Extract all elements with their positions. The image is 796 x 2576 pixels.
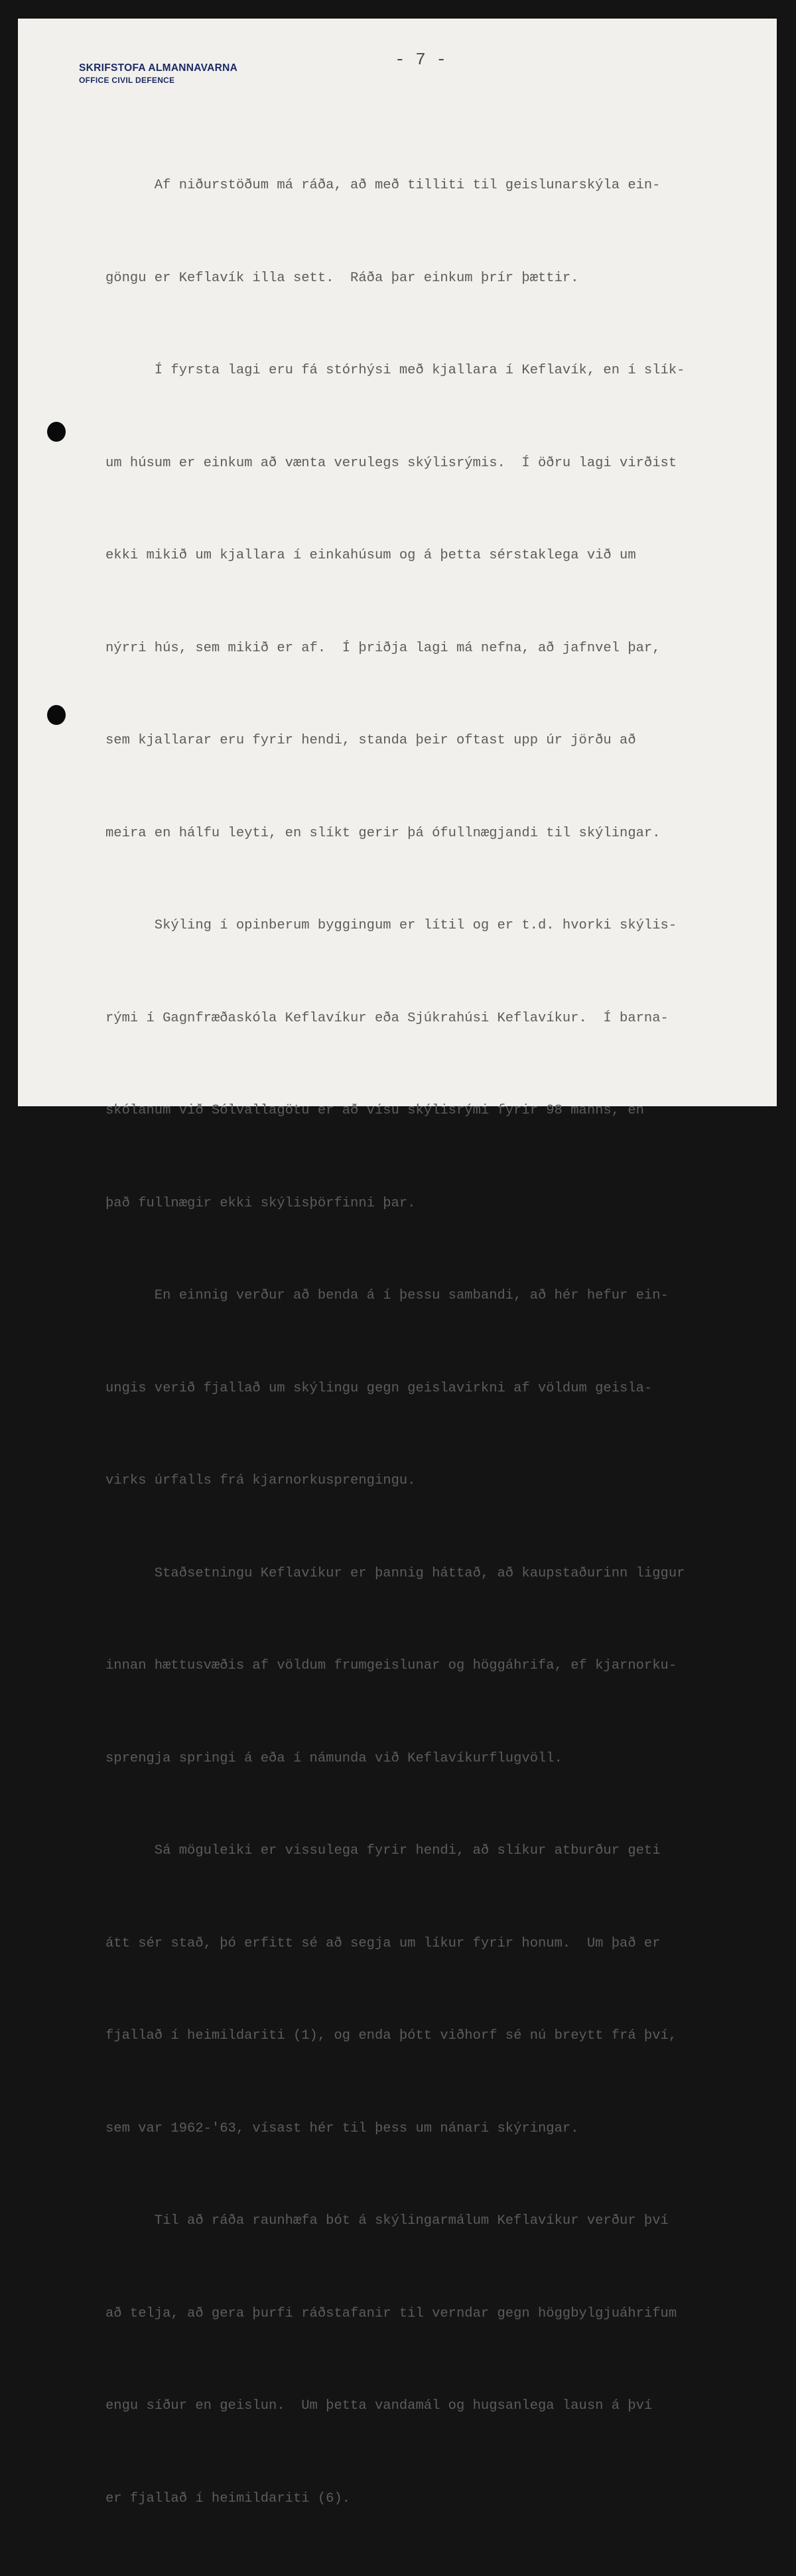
document-page bbox=[18, 19, 777, 2506]
text-line: virks úrfalls frá kjarnorkusprengingu. bbox=[105, 1473, 416, 1488]
text-line: Í fyrsta lagi eru fá stórhýsi með kjallara í Keflavík, en í slík- bbox=[105, 363, 685, 378]
text-line: Til að ráða raunhæfa bót á skýlingarmálum Keflavíkur verður því bbox=[105, 2213, 669, 2228]
text-line: nýrri hús, sem mikið er af. Í þriðja lagi má nefna, að jafnvel þar, bbox=[105, 640, 661, 656]
punch-hole bbox=[47, 705, 66, 725]
text-line: það fullnægir ekki skýlisþörfinni þar. bbox=[105, 1195, 416, 1211]
text-line: Staðsetningu Keflavíkur er þannig háttað, að kaupstaðurinn liggur bbox=[105, 1565, 685, 1581]
text-line: engu síður en geislun. Um þetta vandamál og hugsanlega lausn á því bbox=[105, 2398, 653, 2414]
text-line: sem kjallarar eru fyrir hendi, standa þeir oftast upp úr jörðu að bbox=[105, 733, 636, 748]
text-line: En einnig verður að benda á í þessu sambandi, að hér hefur ein- bbox=[105, 1288, 669, 1303]
text-line: sprengja springi á eða í námunda við Keflavíkurflugvöll. bbox=[105, 1750, 563, 1766]
text-line: fjallað í heimildariti (1), og enda þótt viðhorf sé nú breytt frá því, bbox=[105, 2028, 677, 2043]
page-number: - 7 - bbox=[395, 50, 447, 70]
text-line: Skýling í opinberum byggingum er lítil og er t.d. hvorki skýlis- bbox=[105, 918, 677, 933]
text-line: ekki mikið um kjallara í einkahúsum og á þetta sérstaklega við um bbox=[105, 548, 636, 563]
text-line: Sá möguleiki er vissulega fyrir hendi, að slíkur atburður geti bbox=[105, 1843, 661, 1858]
text-line: sem var 1962-'63, vísast hér til þess um nánari skýringar. bbox=[105, 2120, 579, 2136]
letterhead bbox=[79, 63, 237, 84]
letterhead-title-icelandic: SKRIFSTOFA ALMANNAVARNA bbox=[79, 62, 238, 74]
body-text bbox=[105, 109, 775, 2576]
text-line: rými í Gagnfræðaskóla Keflavíkur eða Sjúkrahúsi Keflavíkur. Í barna- bbox=[105, 1010, 669, 1026]
text-line: skólanum við Sólvallagötu er að vísu skýlisrými fyrir 98 manns, en bbox=[105, 1103, 644, 1118]
punch-hole bbox=[47, 422, 66, 442]
text-line: innan hættusvæðis af völdum frumgeislunar og höggáhrifa, ef kjarnorku- bbox=[105, 1658, 677, 1673]
text-line: er fjallað í heimildariti (6). bbox=[105, 2490, 351, 2506]
text-line: göngu er Keflavík illa sett. Ráða þar einkum þrír þættir. bbox=[105, 270, 579, 286]
letterhead-title-english: OFFICE CIVIL DEFENCE bbox=[79, 75, 175, 85]
text-line: ungis verið fjallað um skýlingu gegn geislavirkni af völdum geisla- bbox=[105, 1380, 653, 1396]
text-line: um húsum er einkum að vænta verulegs skýlisrýmis. Í öðru lagi virðist bbox=[105, 455, 677, 471]
text-line: Af niðurstöðum má ráða, að með tilliti til geislunarskýla ein- bbox=[105, 178, 661, 193]
text-line: að telja, að gera þurfi ráðstafanir til verndar gegn höggbylgjuáhrifum bbox=[105, 2305, 677, 2321]
text-line: átt sér stað, þó erfitt sé að segja um líkur fyrir honum. Um það er bbox=[105, 1935, 661, 1951]
text-line: meira en hálfu leyti, en slíkt gerir þá ófullnægjandi til skýlingar. bbox=[105, 825, 661, 841]
